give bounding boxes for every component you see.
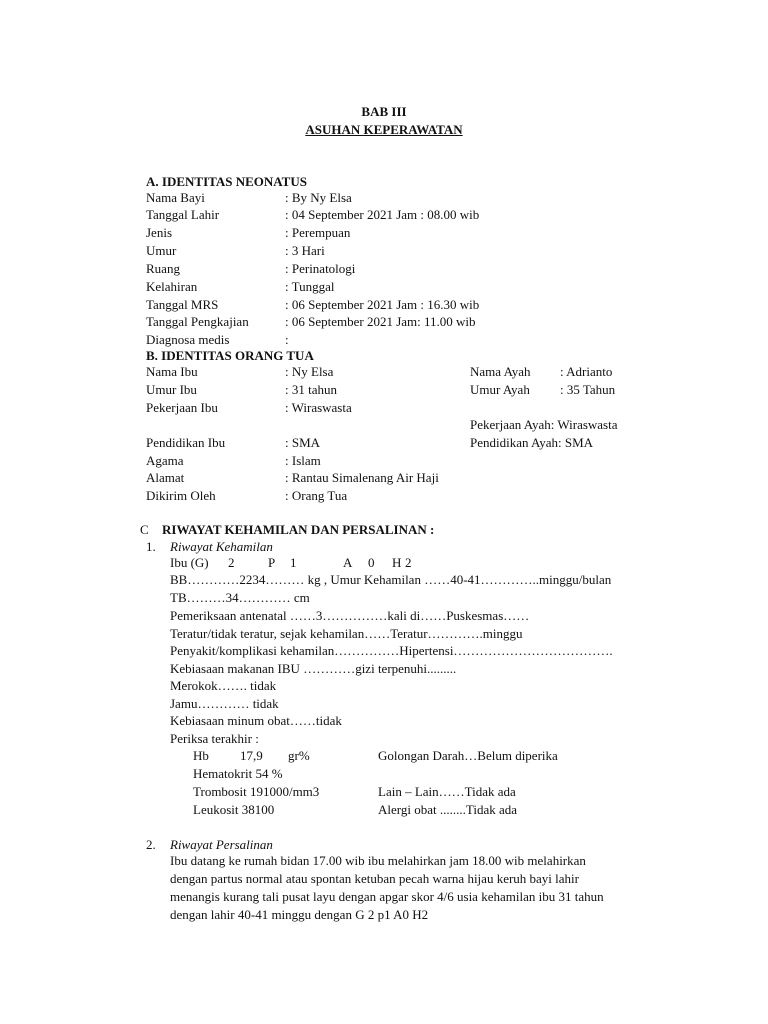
- gpa-a-label: A: [343, 555, 353, 570]
- detail-line: Kebiasaan minum obat……tidak: [170, 713, 342, 728]
- row-label: Umur Ibu: [146, 382, 197, 397]
- section-b-heading: B. IDENTITAS ORANG TUA: [146, 348, 314, 363]
- detail-line: Penyakit/komplikasi kehamilan……………Hipertensi……………………………….: [170, 643, 613, 658]
- row-label: Nama Ayah: [470, 364, 531, 379]
- gpa-g: 2: [228, 555, 235, 570]
- hematocrit: Hematokrit 54 %: [193, 766, 283, 781]
- row-value: : Perempuan: [285, 225, 351, 240]
- gpa-a: 0: [368, 555, 375, 570]
- row-value: :: [285, 332, 289, 347]
- row-value: : Tunggal: [285, 279, 335, 294]
- blood-type: Golongan Darah…Belum diperika: [378, 748, 558, 763]
- father-occupation: Pekerjaan Ayah: Wiraswasta: [470, 417, 618, 432]
- paragraph-line: Ibu datang ke rumah bidan 17.00 wib ibu melahirkan jam 18.00 wib melahirkan: [170, 853, 586, 868]
- platelets: Trombosit 191000/mm3: [193, 784, 320, 799]
- row-label: Pekerjaan Ibu: [146, 400, 218, 415]
- gpa-h: 2: [405, 555, 412, 570]
- gpa-p-label: P: [268, 555, 276, 570]
- row-value: : Perinatologi: [285, 261, 356, 276]
- row-value: : Ny Elsa: [285, 364, 334, 379]
- row-value: : 3 Hari: [285, 243, 325, 258]
- row-label: Diagnosa medis: [146, 332, 230, 347]
- row-label: Dikirim Oleh: [146, 488, 216, 503]
- gpa-label: Ibu (G): [170, 555, 209, 570]
- section-c-heading: RIWAYAT KEHAMILAN DAN PERSALINAN :: [162, 522, 435, 537]
- paragraph-line: menangis kurang tali pusat layu dengan apgar skor 4/6 usia kehamilan ibu 31 tahun: [170, 889, 604, 904]
- section-c-letter: C: [140, 522, 149, 537]
- row-label: Ruang: [146, 261, 180, 276]
- paragraph-line: dengan partus normal atau spontan ketuban pecah warna hijau keruh bayi lahir: [170, 871, 579, 886]
- detail-line: Teratur/tidak teratur, sejak kehamilan……Teratur………….minggu: [170, 626, 523, 641]
- drug-allergy: Alergi obat ........Tidak ada: [378, 802, 518, 817]
- detail-line: Pemeriksaan antenatal ……3……………kali di……Puskesmas……: [170, 608, 530, 623]
- row-value: : 04 September 2021 Jam : 08.00 wib: [285, 207, 480, 222]
- hb-unit: gr%: [288, 748, 310, 763]
- row-value: : 06 September 2021 Jam: 11.00 wib: [285, 314, 476, 329]
- row-label: Agama: [146, 453, 184, 468]
- row-label: Pendidikan Ibu: [146, 435, 226, 450]
- paragraph-line: dengan lahir 40-41 minggu dengan G 2 p1 A0 H2: [170, 907, 429, 922]
- row-label: Nama Bayi: [146, 190, 205, 205]
- row-value: : Islam: [285, 453, 321, 468]
- row-value: : SMA: [285, 435, 321, 450]
- hb-value: 17,9: [240, 748, 263, 763]
- row-value: : Rantau Simalenang Air Haji: [285, 470, 439, 485]
- row-label: Jenis: [146, 225, 172, 240]
- hb-label: Hb: [193, 748, 209, 763]
- row-value: : Orang Tua: [285, 488, 348, 503]
- father-education: Pendidikan Ayah: SMA: [470, 435, 594, 450]
- row-label: Kelahiran: [146, 279, 198, 294]
- row-value: : 31 tahun: [285, 382, 337, 397]
- chapter-subtitle: ASUHAN KEPERAWATAN: [305, 122, 463, 137]
- row-label: Umur: [146, 243, 177, 258]
- row-value: : 35 Tahun: [560, 382, 616, 397]
- row-label: Tanggal MRS: [146, 297, 219, 312]
- list-number: 2.: [146, 837, 156, 852]
- delivery-history-title: Riwayat Persalinan: [170, 837, 273, 852]
- row-label: Umur Ayah: [470, 382, 530, 397]
- row-value: : Adrianto: [560, 364, 613, 379]
- pregnancy-history-title: Riwayat Kehamilan: [170, 539, 273, 554]
- detail-line: TB………34………… cm: [170, 590, 310, 605]
- chapter-title: BAB III: [361, 104, 407, 119]
- gpa-h-label: H: [392, 555, 402, 570]
- row-value: : 06 September 2021 Jam : 16.30 wib: [285, 297, 480, 312]
- detail-line: Jamu………… tidak: [170, 696, 279, 711]
- row-value: : By Ny Elsa: [285, 190, 352, 205]
- detail-line: Periksa terakhir :: [170, 731, 259, 746]
- detail-line: Merokok……. tidak: [170, 678, 277, 693]
- other: Lain – Lain……Tidak ada: [378, 784, 516, 799]
- detail-line: BB…………2234……… kg , Umur Kehamilan ……40-41…………..minggu/bulan: [170, 572, 612, 587]
- gpa-p: 1: [290, 555, 297, 570]
- row-value: : Wiraswasta: [285, 400, 352, 415]
- list-number: 1.: [146, 539, 156, 554]
- leukocytes: Leukosit 38100: [193, 802, 275, 817]
- row-label: Alamat: [146, 470, 185, 485]
- section-a-heading: A. IDENTITAS NEONATUS: [146, 174, 307, 189]
- row-label: Tanggal Pengkajian: [146, 314, 249, 329]
- row-label: Tanggal Lahir: [146, 207, 220, 222]
- row-label: Nama Ibu: [146, 364, 198, 379]
- detail-line: Kebiasaan makanan IBU …………gizi terpenuhi.........: [170, 661, 457, 676]
